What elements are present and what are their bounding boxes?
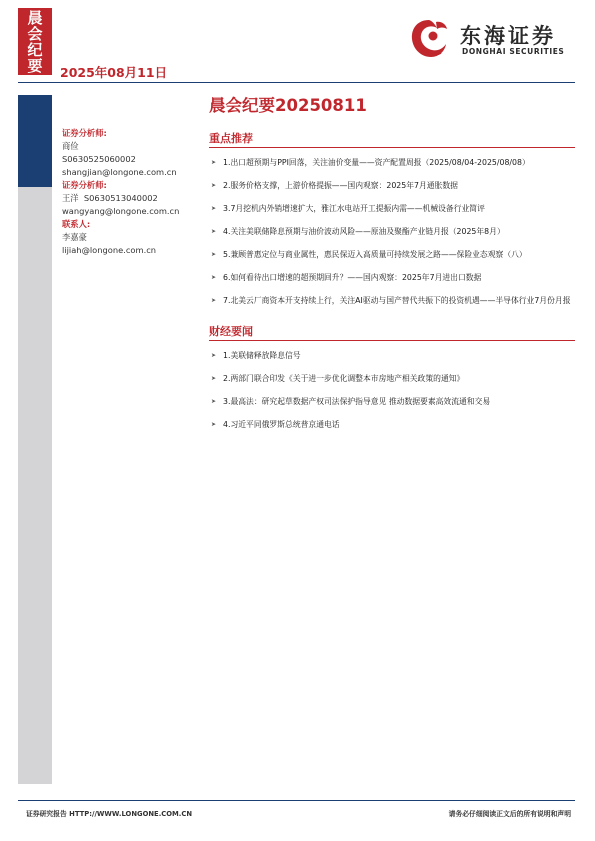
report-type-tag: 晨会纪要 [18, 8, 52, 75]
news-item-text: 3.最高法：研究起草数据产权司法保护指导意见 推动数据要素高效流通和交易 [223, 397, 491, 406]
arrow-bullet-icon: ➤ [211, 352, 217, 359]
contact-label: 联系人: [62, 219, 91, 229]
news-item-text: 1.美联储释放降息信号 [223, 351, 301, 360]
footer-disclaimer: 请务必仔细阅读正文后的所有说明和声明 [448, 810, 571, 818]
contact-name: 李嘉豪 [62, 232, 87, 242]
company-logo [406, 16, 576, 64]
analyst-cert: S0630513040002 [83, 193, 158, 203]
news-item-text: 2.两部门联合印发《关于进一步优化调整本市房地产相关政策的通知》 [223, 374, 465, 383]
logo-chinese-name: 东海证券 [460, 24, 556, 48]
footer-divider [18, 800, 575, 801]
arrow-bullet-icon: ➤ [211, 205, 217, 212]
recommend-item[interactable] [211, 226, 575, 238]
arrow-bullet-icon: ➤ [211, 421, 217, 428]
recommend-item[interactable] [211, 180, 575, 192]
section-heading-news: 财经要闻 [209, 325, 253, 338]
recommend-item[interactable] [211, 249, 575, 261]
arrow-bullet-icon: ➤ [211, 297, 217, 304]
recommend-item[interactable] [211, 157, 575, 169]
arrow-bullet-icon: ➤ [211, 228, 217, 235]
analyst-name-and-cert [62, 192, 179, 205]
arrow-bullet-icon: ➤ [211, 274, 217, 281]
section-divider [209, 340, 575, 341]
dragon-logo-icon [406, 16, 452, 62]
analyst-label: 证券分析师: [62, 128, 107, 138]
page-title: 晨会纪要20250811 [209, 96, 367, 115]
news-item-text: 4.习近平同俄罗斯总统普京通电话 [223, 420, 340, 429]
analyst-name: 王洋 [62, 193, 79, 203]
news-item[interactable] [211, 373, 575, 385]
arrow-bullet-icon: ➤ [211, 251, 217, 258]
footer-source: 证券研究报告 HTTP://WWW.LONGONE.COM.CN [26, 810, 193, 818]
header-divider [18, 82, 575, 83]
logo-english-name: DONGHAI SECURITIES [462, 47, 565, 56]
recommend-item-text: 1.出口超预期与PPI回落，关注油价变量——资产配置周报（2025/08/04-2025/08/08） [223, 158, 530, 167]
contact-email[interactable]: lijiah@longone.com.cn [62, 245, 157, 255]
analyst-name: 商俭 [62, 141, 79, 151]
recommend-item-text: 5.兼顾普惠定位与商业属性，惠民保迈入高质量可持续发展之路——保险业态观察（八） [223, 250, 527, 259]
sidebar-grey-block [18, 187, 52, 784]
recommend-item[interactable] [211, 203, 575, 215]
sidebar-blue-block [18, 95, 52, 187]
arrow-bullet-icon: ➤ [211, 398, 217, 405]
section-heading-recommend: 重点推荐 [209, 132, 253, 145]
recommend-item-text: 3.7月挖机内外销增速扩大，雅江水电站开工提振内需——机械设备行业简评 [223, 204, 485, 213]
arrow-bullet-icon: ➤ [211, 375, 217, 382]
report-date: 2025年08月11日 [60, 65, 168, 80]
recommend-item[interactable] [211, 272, 575, 284]
recommend-item-text: 2.服务价格支撑，上游价格提振——国内观察：2025年7月通胀数据 [223, 181, 458, 190]
news-item[interactable] [211, 419, 575, 431]
analyst-email[interactable]: shangjian@longone.com.cn [62, 167, 177, 177]
analyst-cert: S0630525060002 [62, 154, 136, 164]
section-divider [209, 147, 575, 148]
news-item[interactable] [211, 396, 575, 408]
recommend-item-text: 6.如何看待出口增速的超预期回升？——国内观察：2025年7月进出口数据 [223, 273, 482, 282]
arrow-bullet-icon: ➤ [211, 159, 217, 166]
recommend-item-text: 4.关注美联储降息预期与油价波动风险——原油及聚酯产业链月报（2025年8月） [223, 227, 505, 236]
recommend-item[interactable] [211, 295, 575, 307]
analyst-email[interactable]: wangyang@longone.com.cn [62, 206, 180, 216]
analyst-panel [62, 127, 179, 257]
recommend-item-text: 7.北美云厂商资本开支持续上行，关注AI驱动与国产替代共振下的投资机遇——半导体行业7月份月报 [223, 296, 571, 305]
news-item[interactable] [211, 350, 575, 362]
arrow-bullet-icon: ➤ [211, 182, 217, 189]
analyst-label: 证券分析师: [62, 180, 107, 190]
